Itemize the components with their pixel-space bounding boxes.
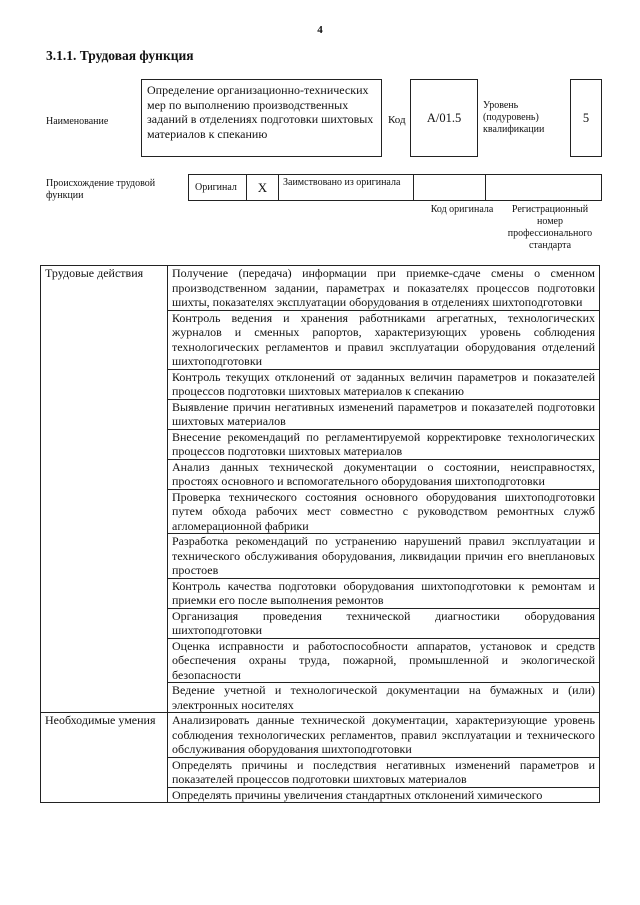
origin-row [188,174,602,201]
name-label: Наименование [46,116,109,127]
reg-number-cell [486,175,601,200]
table-cell: Разработка рекомендаций по устранению нарушений правил эксплуатации и технического обслуживания оборудования, ликвидации причин его внеплановых простоев [168,534,600,579]
borrowed-label: Заимствовано из оригинала [279,175,414,200]
page-number: 4 [317,24,323,36]
function-table [40,265,600,803]
table-cell: Анализ данных технической документации о состоянии, неисправностях, простоях основного и вспомогательного оборудования шихтоподготовки [168,459,600,489]
table-cell: Выявление причин негативных изменений параметров и показателей подготовки шихтовых материалов [168,399,600,429]
table-cell: Контроль качества подготовки оборудования шихтоподготовки к ремонтам и приемки его после выполнения ремонтов [168,578,600,608]
table-cell: Определять причины увеличения стандартных отклонений химического [168,787,600,803]
table-cell: Контроль текущих отклонений от заданных величин параметров и показателей процессов подготовки шихтовых материалов к спеканию [168,369,600,399]
function-title: Определение организационно-технических мер по выполнению производственных заданий в отделениях подготовки шихтовых материалов к спеканию [141,79,382,157]
reg-caption: Регистрационный номер профессионального стандарта [507,204,593,251]
table-cell: Ведение учетной и технологической документации на бумажных и (или) электронных носителях [168,683,600,713]
table-cell: Оценка исправности и работоспособности аппаратов, установок и средств обеспечения охраны труда, пожарной, промышленной и экологической безопасности [168,638,600,683]
level-label: Уровень (подуровень) квалификации [483,100,545,135]
table-cell: Определять причины и последствия негативных изменений параметров и показателей процессов подготовки шихтовых материалов [168,757,600,787]
table-cell: Анализировать данные технической документации, характеризующие уровень соблюдения технологических регламентов, правил эксплуатации и технического обслуживания оборудования шихтоподготовки [168,713,600,758]
table-cell: Получение (передача) информации при приемке-сдаче смены о сменном производственном задании, параметрах и показателях процессов подготовки шихты, показателях эксплуатации оборудования в отделениях шихтоподготовки [168,266,600,311]
level-value: 5 [570,79,602,157]
section-title: 3.1.1. Трудовая функция [46,48,194,63]
original-code-cell [414,175,486,200]
code-label: Код [388,114,406,126]
labor-actions-label: Трудовые действия [41,266,168,713]
code-caption: Код оригинала [430,204,494,215]
original-label: Оригинал [189,175,247,200]
table-cell: Проверка технического состояния основного оборудования шихтоподготовки путем обхода рабочих мест совместно с руководством ремонтных служб агломерационной фабрики [168,489,600,534]
code-value: А/01.5 [410,79,478,157]
table-cell: Организация проведения технической диагностики оборудования шихтоподготовки [168,608,600,638]
original-mark: Х [247,175,279,200]
table-row [41,266,600,311]
table-cell: Внесение рекомендаций по регламентируемой корректировке технологических процессов подготовки шихтовых материалов [168,429,600,459]
skills-label: Необходимые умения [41,713,168,803]
table-row [41,713,600,758]
table-cell: Контроль ведения и хранения работниками агрегатных, технологических журналов и сменных рапортов, характеризующих уровень соблюдения технологических регламентов и правил эксплуатации оборудования отделений шихтоподготовки [168,310,600,369]
origin-label: Происхождение трудовой функции [46,178,156,201]
